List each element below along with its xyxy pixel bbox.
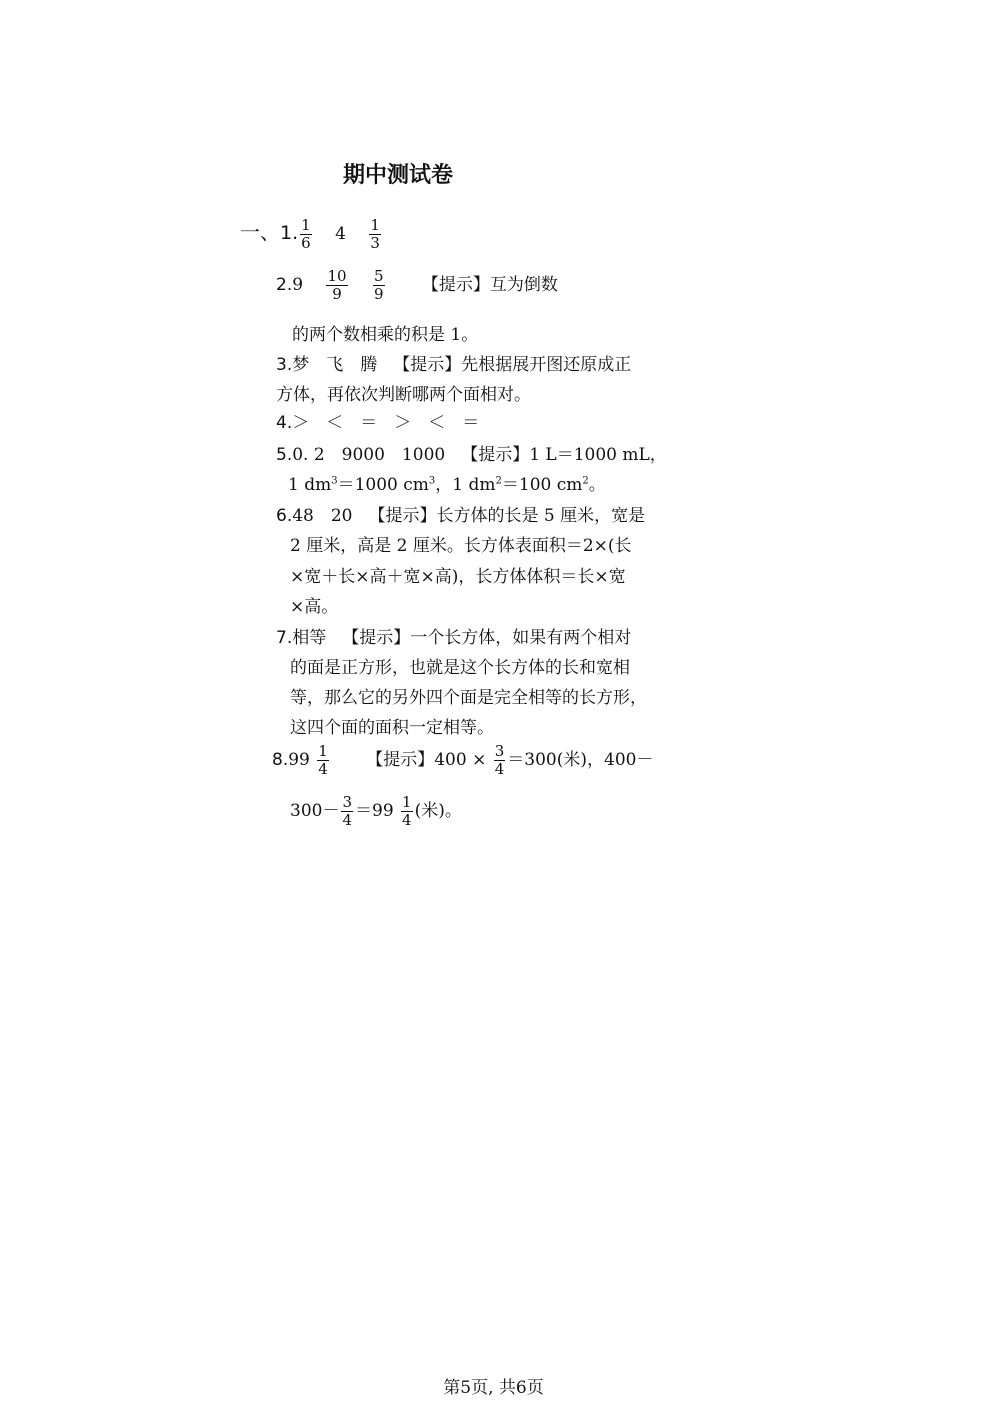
fraction: $\frac{3}{4}$: [342, 793, 352, 829]
answer-7-line-3: 等，那么它的另外四个面是完全相等的长方形，: [290, 688, 647, 708]
q8-hint: 【提示】400 ×: [366, 749, 487, 770]
fraction: $\frac{1}{3}$: [370, 216, 380, 252]
answer-8: 8.99 $\frac{1}{4}$ 【提示】400 × $\frac{3}{4}$ ＝300(米)，400－: [272, 742, 654, 778]
answer-3: [276, 350, 631, 375]
section-label: 一、: [240, 220, 280, 244]
q1-value: 4: [335, 224, 346, 244]
answer-6-line-2: 2 厘米，高是 2 厘米。长方体表面积＝2×(长: [290, 536, 632, 556]
q3-answer: 梦 飞 腾: [292, 355, 378, 375]
q2-number: 2.: [276, 274, 293, 295]
answer-4: [276, 408, 479, 433]
answer-7-line-4: 这四个面的面积一定相等。: [290, 718, 494, 738]
answer-6: [276, 501, 645, 526]
q8-value: 99: [288, 749, 310, 770]
answer-1: [240, 216, 383, 252]
q6-number: 6.: [276, 506, 293, 526]
answer-2-line-2: 的两个数相乘的积是 1。: [292, 325, 479, 345]
page-title: 期中测试卷: [343, 163, 454, 188]
page-footer: 第5页, 共6页: [443, 1378, 544, 1398]
q2-value: 9: [292, 274, 304, 295]
fraction: $\frac{10}{9}$: [327, 267, 347, 303]
q6-answer: 48 20: [292, 506, 353, 526]
fraction: $\frac{1}{4}$: [402, 793, 412, 829]
fraction: $\frac{1}{6}$: [301, 216, 311, 252]
fraction: $\frac{3}{4}$: [494, 742, 505, 778]
q7-answer: 相等: [292, 628, 327, 648]
answer-7: [276, 623, 631, 648]
q4-number: 4.: [276, 413, 293, 433]
answer-2: [276, 268, 558, 303]
answer-5: [276, 440, 667, 465]
answer-7-line-2: 的面是正方形，也就是这个长方体的长和宽相: [290, 658, 630, 678]
answer-6-line-4: ×高。: [290, 597, 339, 617]
fraction: $\frac{5}{9}$: [373, 267, 384, 303]
q7-hint: 【提示】一个长方体，如果有两个相对: [342, 628, 632, 648]
q3-number: 3.: [276, 355, 293, 375]
q5-answer: 0. 2 9000 1000: [292, 445, 446, 465]
q5-hint: 【提示】1 L＝1000 mL，: [461, 445, 667, 465]
answer-6-line-3: ×宽＋长×高＋宽×高)，长方体体积＝长×宽: [290, 567, 626, 587]
answer-5-line-2: 1 $dm^3=1000$ $cm^3$，1 $dm^2=100$ $cm^2$。: [288, 475, 606, 495]
q4-answer: ＞ ＜ ＝ ＞ ＜ ＝: [292, 413, 480, 433]
answer-3-line-2: 方体，再依次判断哪两个面相对。: [276, 385, 531, 405]
q7-number: 7.: [276, 628, 293, 648]
answer-8-line-2: 300－ $\frac{3}{4}$ ＝99 $\frac{1}{4}$ (米)。: [290, 793, 462, 829]
q6-hint: 【提示】长方体的长是 5 厘米，宽是: [368, 506, 646, 526]
q5-number: 5.: [276, 445, 293, 465]
q1-number: 1.: [280, 222, 299, 244]
q2-hint: 【提示】互为倒数: [421, 274, 558, 295]
q3-hint: 【提示】先根据展开图还原成正: [393, 355, 632, 375]
fraction: $\frac{1}{4}$: [318, 742, 328, 778]
q8-number: 8.: [272, 749, 289, 770]
